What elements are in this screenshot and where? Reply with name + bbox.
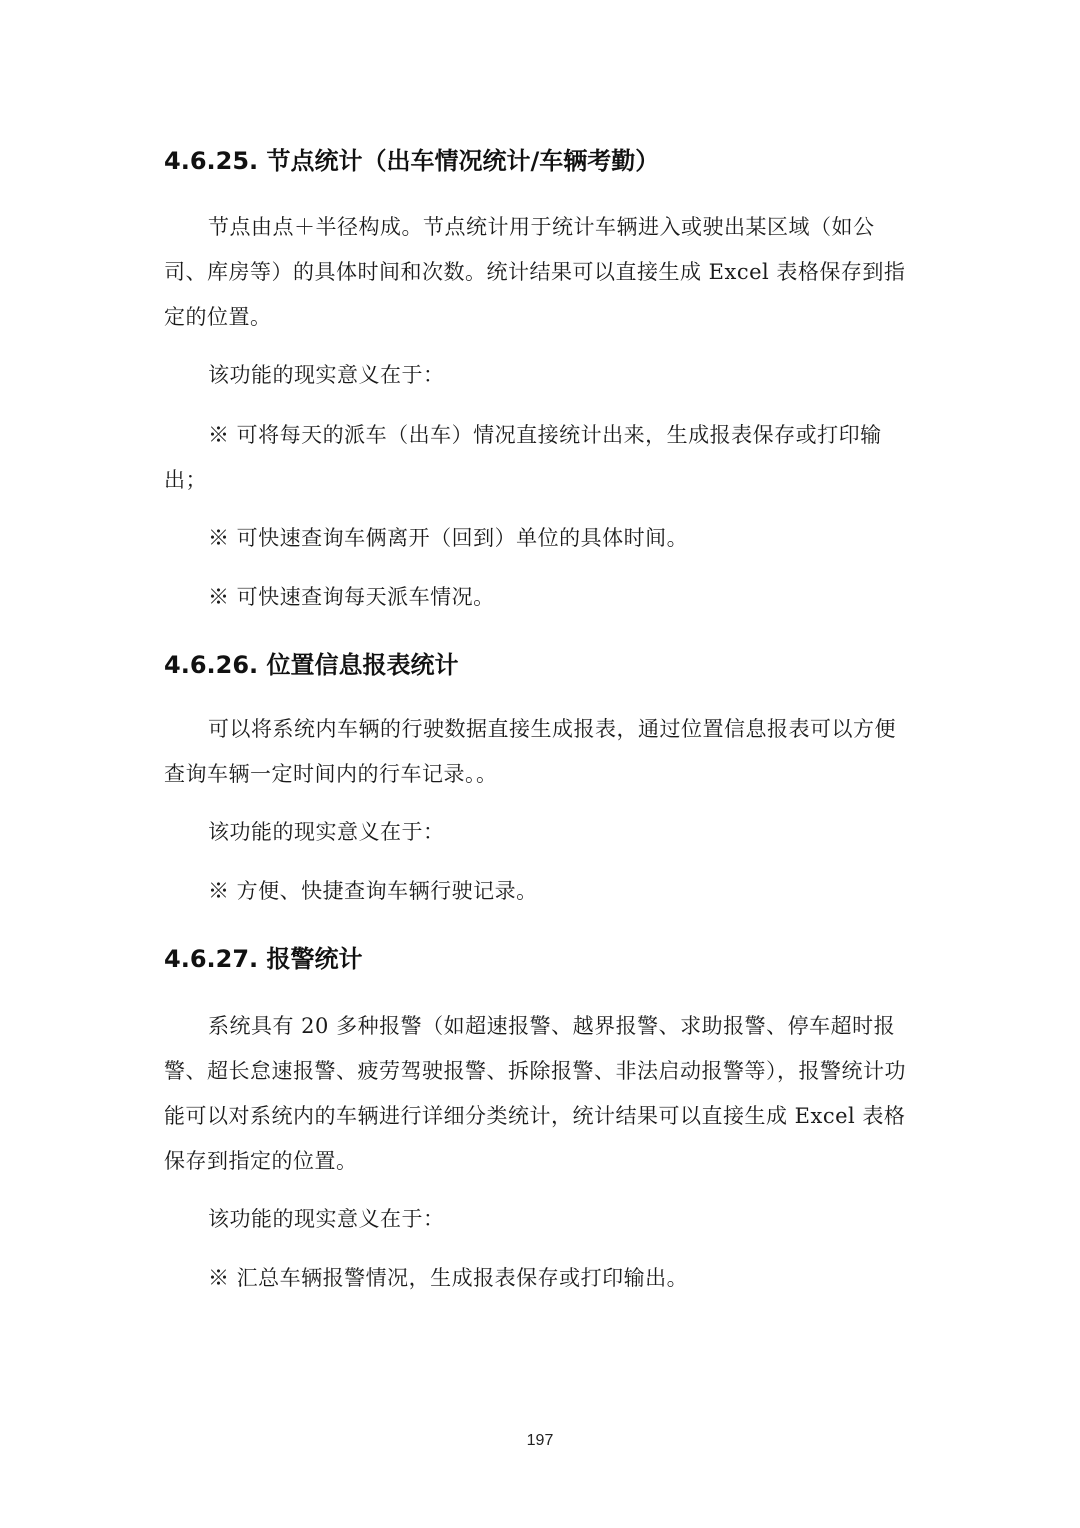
bullet-item: ※ 可将每天的派车（出车）情况直接统计出来，生成报表保存或打印输出；	[164, 423, 882, 492]
section-heading-4-6-25: 4.6.25. 节点统计（出车情况统计/车辆考勤）	[164, 147, 660, 175]
section-heading-4-6-27: 4.6.27. 报警统计	[164, 945, 363, 973]
paragraph-significance-intro: 该功能的现实意义在于：	[208, 820, 445, 844]
bullet-item: ※ 方便、快捷查询车辆行驶记录。	[208, 879, 538, 903]
page-number: 197	[526, 1432, 554, 1449]
bullet-item: ※ 可快速查询车俩离开（回到）单位的具体时间。	[208, 526, 689, 550]
bullet-item: ※ 汇总车辆报警情况，生成报表保存或打印输出。	[208, 1266, 689, 1290]
paragraph-significance-intro: 该功能的现实意义在于：	[208, 363, 445, 387]
paragraph-alarm-statistics: 系统具有 20 多种报警（如超速报警、越界报警、求助报警、停车超时报警、超长怠速报警、疲劳驾驶报警、拆除报警、非法启动报警等），报警统计功能可以对系统内的车辆进行详细分类统计，统计结果可以直接生成 Excel 表格保存到指定的位置。	[164, 1014, 906, 1173]
section-heading-4-6-26: 4.6.26. 位置信息报表统计	[164, 651, 459, 679]
paragraph-node-definition: 节点由点＋半径构成。节点统计用于统计车辆进入或驶出某区域（如公司、库房等）的具体时间和次数。统计结果可以直接生成 Excel 表格保存到指定的位置。	[164, 215, 906, 329]
paragraph-location-report: 可以将系统内车辆的行驶数据直接生成报表，通过位置信息报表可以方便查询车辆一定时间内的行车记录。。	[164, 717, 896, 786]
paragraph-significance-intro: 该功能的现实意义在于：	[208, 1207, 445, 1231]
bullet-item: ※ 可快速查询每天派车情况。	[208, 585, 495, 609]
